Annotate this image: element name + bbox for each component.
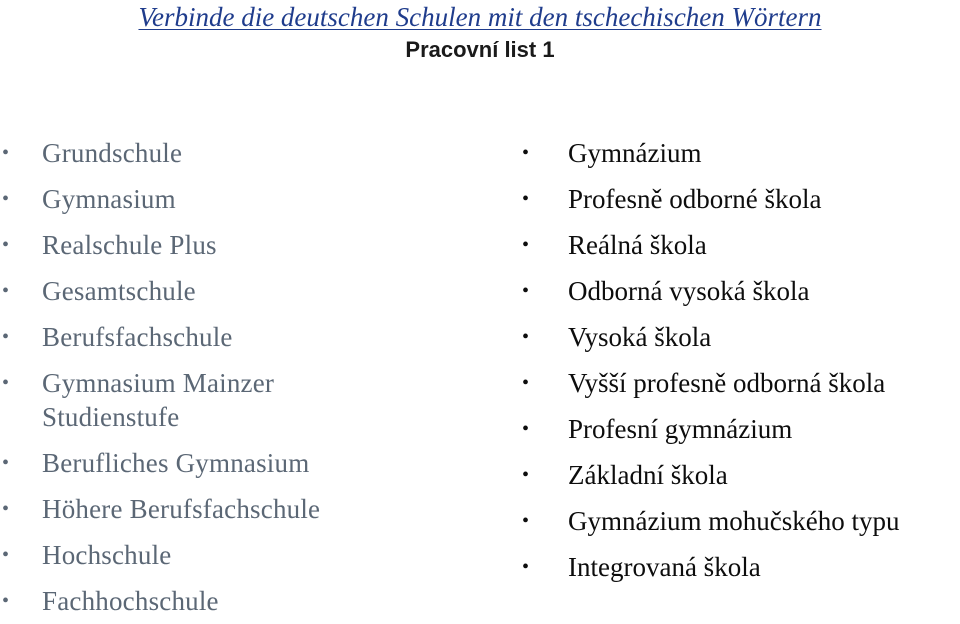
bullet-icon: • [2,498,10,520]
list-item-label: Profesně odborné škola [568,184,822,214]
bullet-icon: • [522,510,530,532]
list-item-label: Höhere Berufsfachschule [42,494,321,524]
list-item [522,222,960,268]
list-item-label: Grundschule [42,138,183,168]
bullet-icon: • [522,234,530,256]
list-item-label: Reálná škola [568,230,707,260]
czech-schools-list [522,130,960,590]
list-item [522,360,960,406]
bullet-icon: • [522,326,530,348]
list-item [0,532,470,578]
worksheet-title: Verbinde die deutschen Schulen mit den tschechischen Wörtern [138,2,822,32]
bullet-icon: • [2,452,10,474]
list-item [0,130,470,176]
bullet-icon: • [2,142,10,164]
list-item-label: Hochschule [42,540,172,570]
list-item-label: Fachhochschule [42,586,219,616]
bullet-icon: • [2,590,10,612]
bullet-icon: • [2,544,10,566]
bullet-icon: • [522,372,530,394]
list-item-label: Berufliches Gymnasium [42,448,310,478]
list-item [0,314,470,360]
list-item [522,268,960,314]
list-item [522,314,960,360]
list-item-label: Vyšší profesně odborná škola [568,368,886,398]
list-item [0,486,470,532]
list-item [0,268,470,314]
list-item-label: Integrovaná škola [568,552,761,582]
bullet-icon: • [2,372,10,394]
list-item [522,544,960,590]
list-item [522,176,960,222]
list-item-label: Gymnasium Mainzer [42,368,275,398]
worksheet-subtitle: Pracovní list 1 [405,37,555,62]
bullet-icon: • [522,142,530,164]
list-item-label: Berufsfachschule [42,322,233,352]
list-item [0,222,470,268]
list-item [522,130,960,176]
list-item-label: Realschule Plus [42,230,217,260]
list-item [0,360,470,440]
list-item-label: Vysoká škola [568,322,712,352]
list-item-label: Základní škola [568,460,728,490]
list-item-label: Gymnázium mohučského typu [568,506,900,536]
list-item-label-continued: Studienstufe [42,402,180,432]
list-item [522,452,960,498]
bullet-icon: • [522,280,530,302]
list-item [522,498,960,544]
list-item-label: Odborná vysoká škola [568,276,810,306]
bullet-icon: • [2,234,10,256]
list-item-label: Gesamtschule [42,276,196,306]
list-item-label: Profesní gymnázium [568,414,793,444]
list-item-label: Gymnázium [568,138,702,168]
bullet-icon: • [2,326,10,348]
bullet-icon: • [522,188,530,210]
bullet-icon: • [522,418,530,440]
list-item [0,440,470,486]
bullet-icon: • [522,464,530,486]
list-item [0,176,470,222]
german-schools-list [0,130,470,624]
bullet-icon: • [522,556,530,578]
list-item-label: Gymnasium [42,184,176,214]
bullet-icon: • [2,188,10,210]
list-item [0,578,470,624]
list-item [522,406,960,452]
bullet-icon: • [2,280,10,302]
